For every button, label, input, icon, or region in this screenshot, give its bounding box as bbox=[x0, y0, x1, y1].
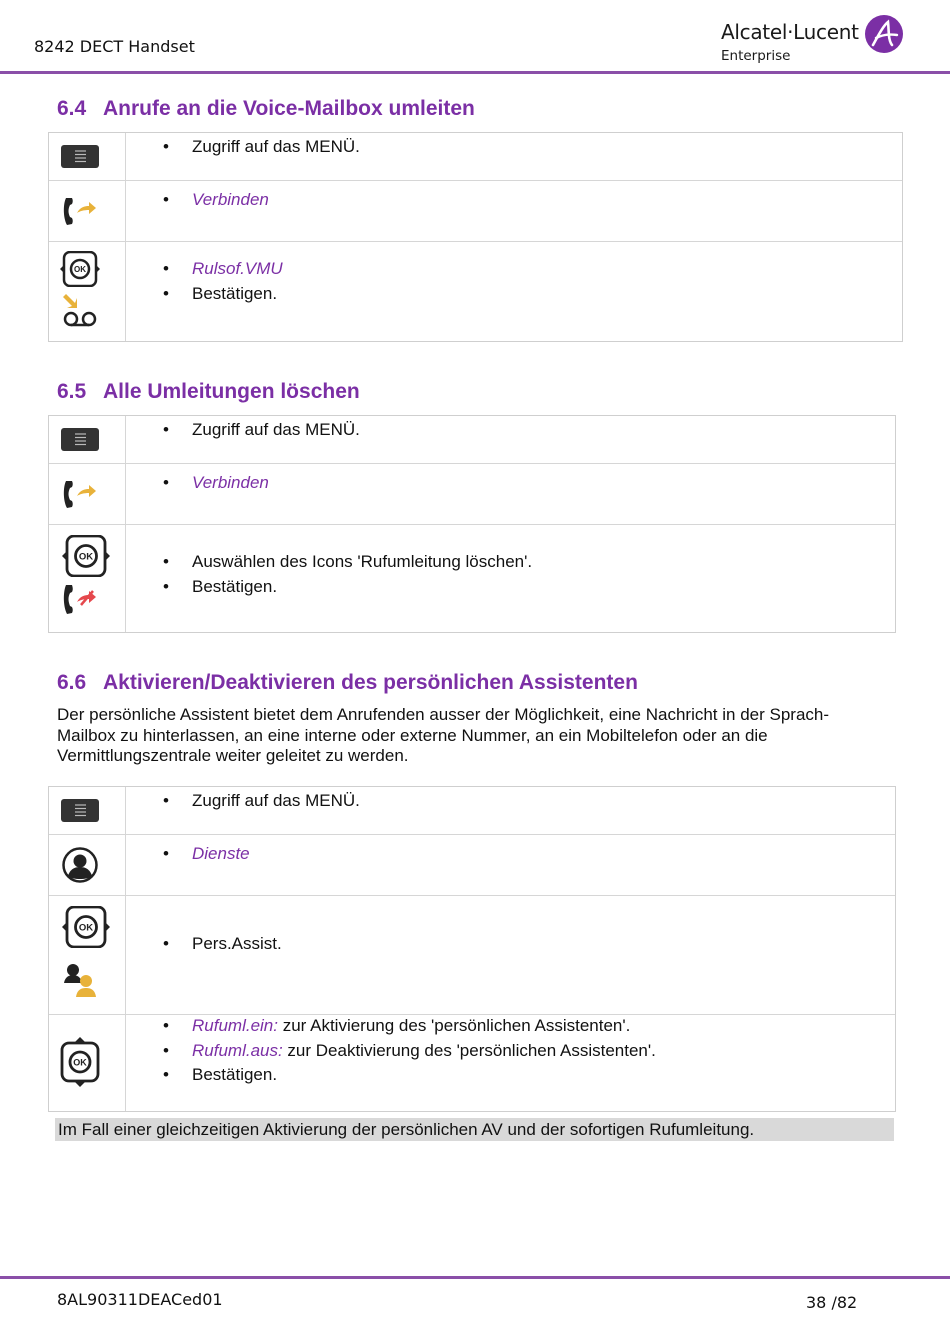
voicemail-forward-icon bbox=[62, 292, 100, 328]
steps-table-6-5 bbox=[48, 415, 896, 633]
footer-rule bbox=[0, 1276, 950, 1279]
table-row bbox=[49, 787, 895, 834]
steps-table-6-4 bbox=[48, 132, 903, 342]
step-list bbox=[163, 418, 360, 443]
step-list bbox=[163, 257, 283, 306]
section-title: Alle Umleitungen löschen bbox=[103, 380, 360, 403]
list-item: • Bestätigen. bbox=[163, 575, 532, 600]
footer-page-number: 38 /82 bbox=[806, 1293, 858, 1312]
step-list bbox=[163, 1014, 656, 1088]
table-row bbox=[49, 524, 895, 632]
ok-nav-key-icon bbox=[62, 906, 110, 948]
section-title: Anrufe an die Voice-Mailbox umleiten bbox=[103, 97, 475, 120]
call-forward-icon bbox=[62, 477, 98, 511]
step-list bbox=[163, 471, 269, 496]
section-heading-6-5 bbox=[57, 380, 360, 404]
table-row bbox=[49, 180, 902, 241]
table-row bbox=[49, 133, 902, 180]
list-item: • Zugriff auf das MENÜ. bbox=[163, 135, 360, 160]
ok-nav-key-icon bbox=[62, 535, 110, 577]
header-title: 8242 DECT Handset bbox=[34, 37, 195, 56]
services-user-icon bbox=[62, 847, 98, 883]
list-item: • Rufuml.ein: zur Aktivierung des 'persönlichen Assistenten'. bbox=[163, 1014, 656, 1039]
svg-text:OK: OK bbox=[78, 922, 94, 934]
table-row bbox=[49, 463, 895, 524]
table-row bbox=[49, 416, 895, 463]
table-row bbox=[49, 241, 902, 341]
table-row bbox=[49, 1014, 895, 1111]
personal-assistant-icon bbox=[62, 961, 100, 999]
section-title: Aktivieren/Deaktivieren des persönlichen Assistenten bbox=[103, 671, 638, 694]
list-item: • Verbinden bbox=[163, 188, 269, 213]
step-list bbox=[163, 932, 282, 957]
step-list bbox=[163, 789, 360, 814]
section-number: 6.6 bbox=[57, 671, 87, 694]
ok-up-down-key-icon bbox=[60, 1037, 100, 1087]
alcatel-lucent-logo-icon bbox=[864, 14, 904, 54]
list-item: • Bestätigen. bbox=[163, 282, 283, 307]
list-item: • Zugriff auf das MENÜ. bbox=[163, 418, 360, 443]
list-item: • Rufuml.aus: zur Deaktivierung des 'persönlichen Assistenten'. bbox=[163, 1039, 656, 1064]
call-forward-icon bbox=[62, 194, 98, 228]
list-item: • Dienste bbox=[163, 842, 250, 867]
table-row bbox=[49, 834, 895, 895]
step-list bbox=[163, 188, 269, 213]
note-box: Im Fall einer gleichzeitigen Aktivierung der persönlichen AV und der sofortigen Rufumleitung. bbox=[55, 1118, 894, 1141]
brand-logo bbox=[721, 14, 906, 66]
menu-key-icon bbox=[60, 144, 100, 169]
footer-doc-id: 8AL90311DEACed01 bbox=[57, 1290, 223, 1309]
header-rule bbox=[0, 71, 950, 74]
step-list bbox=[163, 135, 360, 160]
table-row bbox=[49, 895, 895, 1014]
section-number: 6.4 bbox=[57, 97, 87, 120]
section-heading-6-6 bbox=[57, 671, 638, 695]
section-number: 6.5 bbox=[57, 380, 87, 403]
step-list bbox=[163, 550, 532, 599]
list-item: • Rulsof.VMU bbox=[163, 257, 283, 282]
step-list bbox=[163, 842, 250, 867]
menu-key-icon bbox=[60, 427, 100, 452]
list-item: • Bestätigen. bbox=[163, 1063, 656, 1088]
menu-key-icon bbox=[60, 798, 100, 823]
list-item: • Zugriff auf das MENÜ. bbox=[163, 789, 360, 814]
section-heading-6-4 bbox=[57, 97, 475, 121]
svg-text:OK: OK bbox=[73, 1057, 87, 1068]
list-item: • Verbinden bbox=[163, 471, 269, 496]
logo-sub: Enterprise bbox=[721, 48, 791, 64]
svg-text:OK: OK bbox=[78, 551, 94, 563]
svg-text:OK: OK bbox=[74, 265, 86, 274]
steps-table-6-6 bbox=[48, 786, 896, 1112]
cancel-forward-icon bbox=[62, 581, 98, 617]
section-paragraph: Der persönliche Assistent bietet dem Anrufenden ausser der Möglichkeit, eine Nachricht in der Sprach-Mailbox zu hinterlassen, an eine interne oder externe Nummer, an ein Mobiltelefon oder an die Vermittlungszentrale weiter geleitet zu werden. bbox=[57, 705, 830, 765]
list-item: • Pers.Assist. bbox=[163, 932, 282, 957]
ok-nav-key-icon bbox=[60, 251, 100, 287]
list-item: • Auswählen des Icons 'Rufumleitung löschen'. bbox=[163, 550, 532, 575]
logo-name: Alcatel·Lucent bbox=[721, 20, 859, 44]
